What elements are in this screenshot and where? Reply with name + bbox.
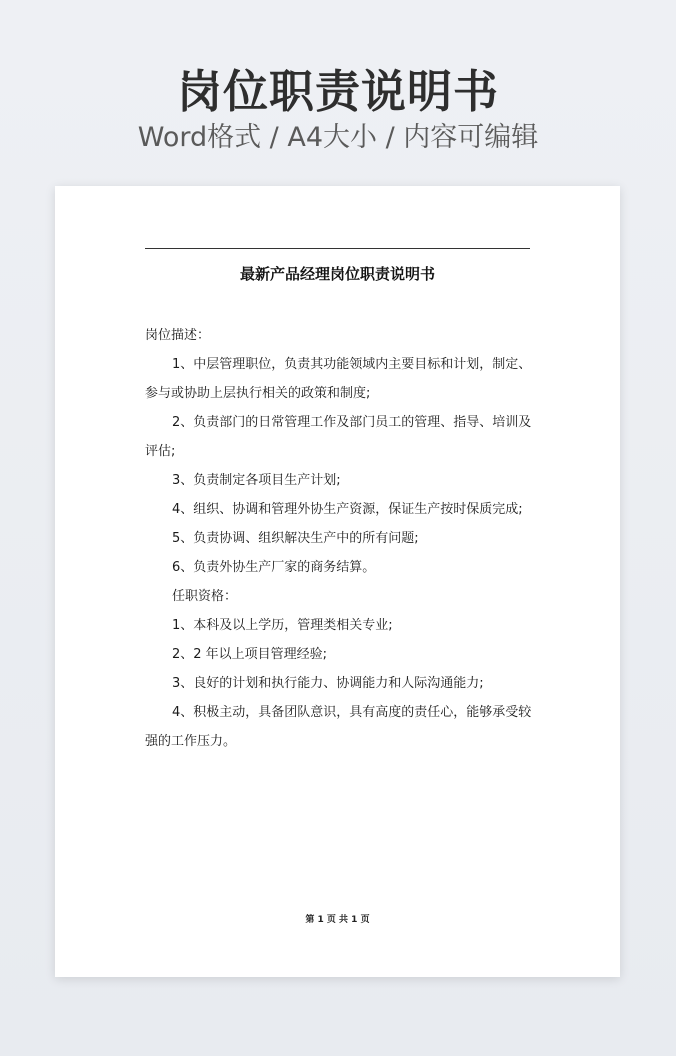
duty-item-5: 5、负责协调、组织解决生产中的所有问题; — [172, 531, 419, 546]
duty-item-3: 3、负责制定各项目生产计划; — [172, 473, 341, 488]
document-body — [145, 321, 537, 756]
requirement-item-4-line2: 强的工作压力。 — [145, 734, 237, 749]
requirement-item-4-line1: 4、积极主动，具备团队意识，具有高度的责任心，能够承受较 — [172, 705, 532, 720]
requirement-item-2: 2、2 年以上项目管理经验; — [172, 647, 328, 662]
requirement-item-3: 3、良好的计划和执行能力、协调能力和人际沟通能力; — [172, 676, 484, 691]
header-rule — [145, 248, 530, 249]
document-page — [55, 186, 620, 977]
banner-subtitle: Word格式 / A4大小 / 内容可编辑 — [137, 122, 539, 153]
duty-item-1-line2: 参与或协助上层执行相关的政策和制度; — [145, 386, 371, 401]
duty-item-2-line1: 2、负责部门的日常管理工作及部门员工的管理、指导、培训及 — [172, 415, 532, 430]
page-number-footer: 第 1 页 共 1 页 — [305, 915, 370, 925]
duty-item-1-line1: 1、中层管理职位，负责其功能领域内主要目标和计划，制定、 — [172, 357, 532, 372]
requirement-item-1: 1、本科及以上学历，管理类相关专业; — [172, 618, 393, 633]
section-label-description: 岗位描述： — [145, 328, 211, 343]
duty-item-4: 4、组织、协调和管理外协生产资源，保证生产按时保质完成; — [172, 502, 523, 517]
duty-item-2-line2: 评估; — [145, 444, 176, 459]
section-label-requirements: 任职资格： — [172, 589, 238, 604]
duty-item-6: 6、负责外协生产厂家的商务结算。 — [172, 560, 376, 575]
banner-title: 岗位职责说明书 — [176, 65, 499, 118]
document-title: 最新产品经理岗位职责说明书 — [239, 265, 435, 283]
